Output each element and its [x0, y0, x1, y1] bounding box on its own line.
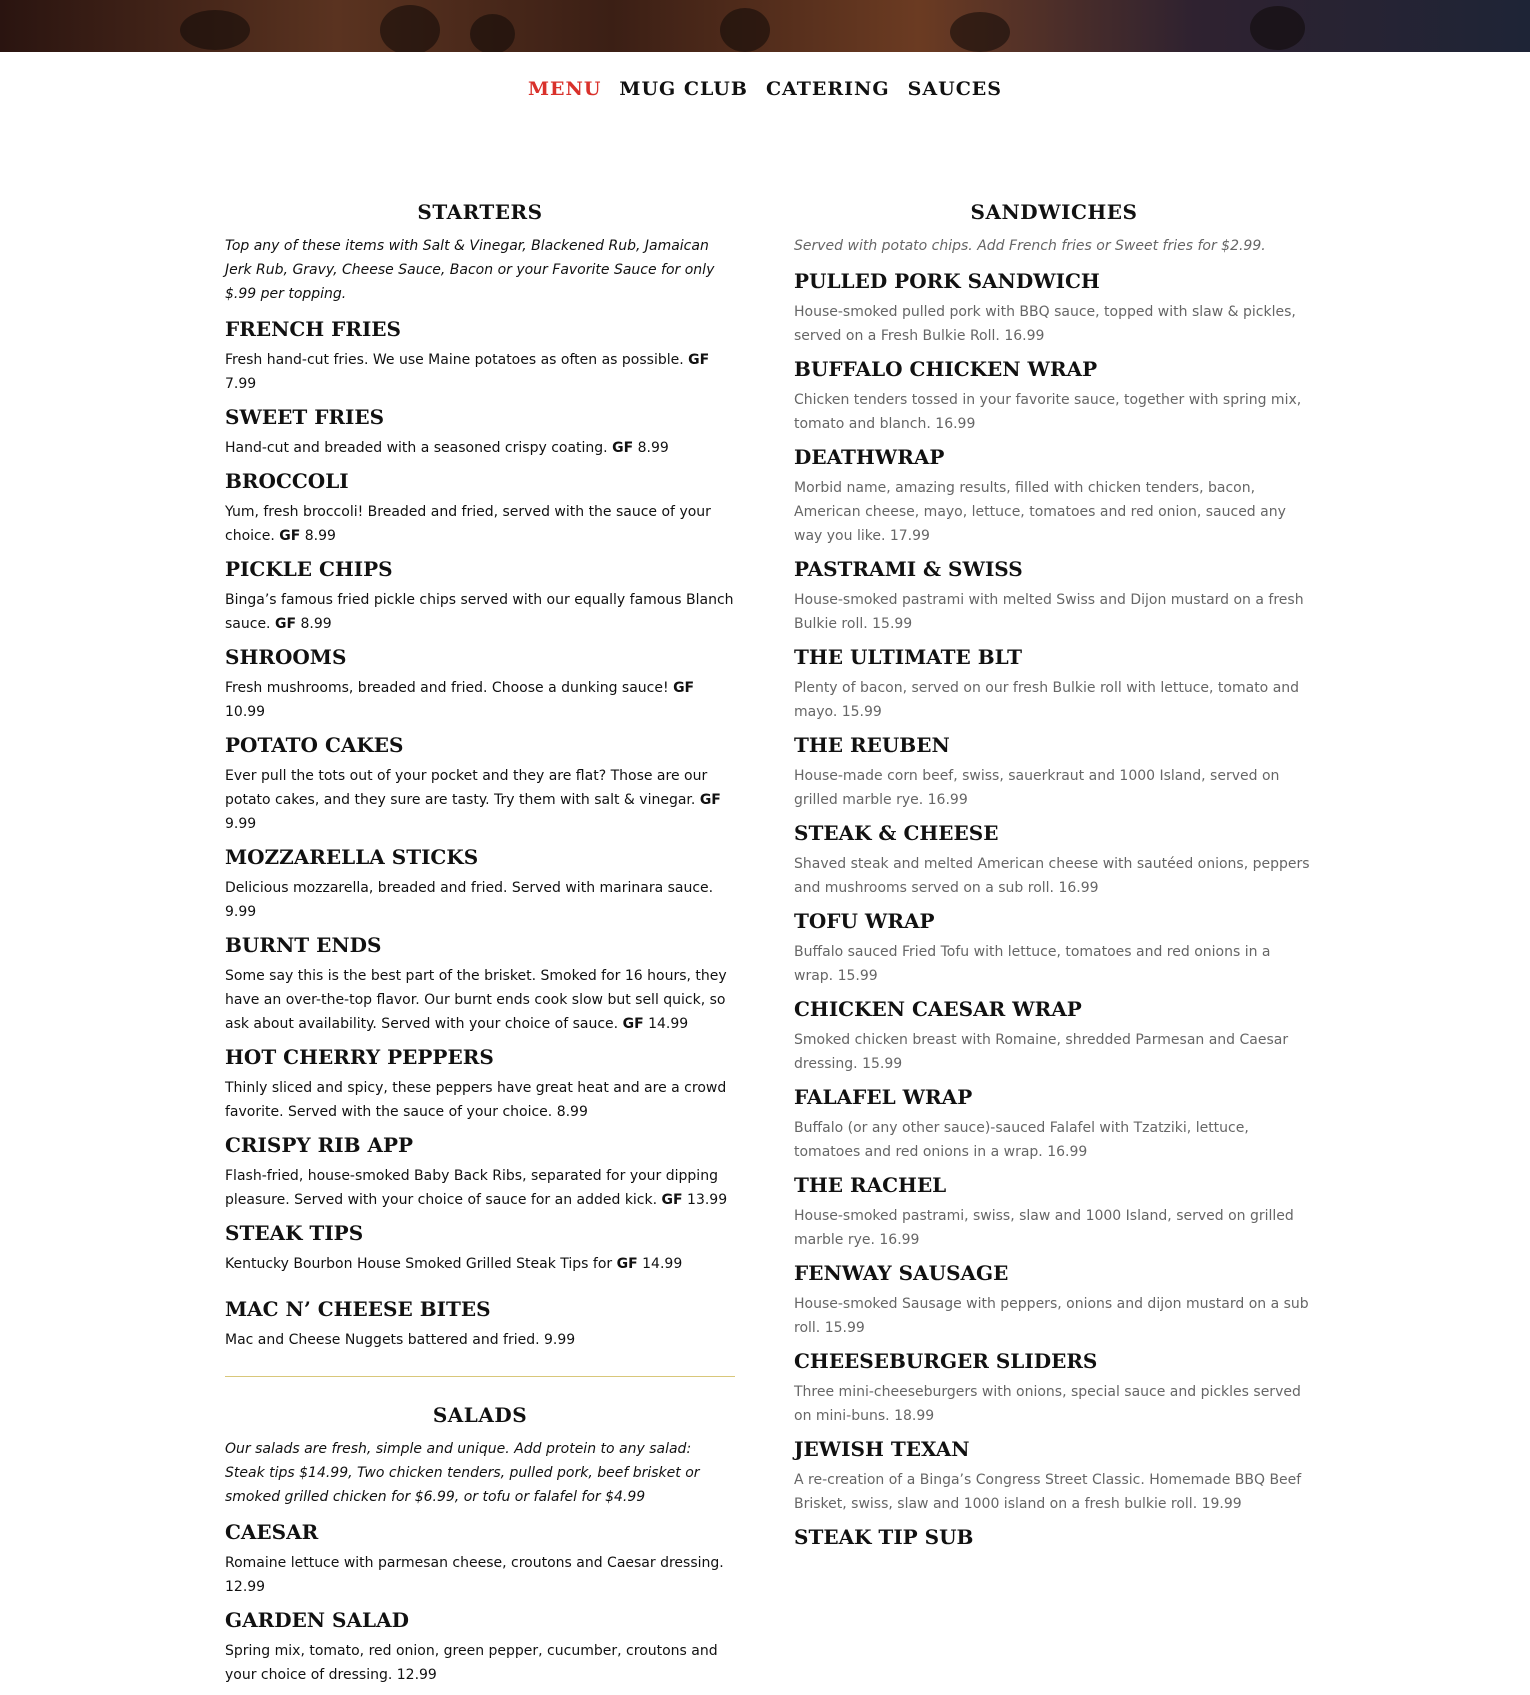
menu-item-description — [225, 1639, 735, 1687]
menu-item-price: 14.99 — [648, 1016, 689, 1032]
menu-item-price: 12.99 — [396, 1667, 437, 1683]
menu-item — [794, 908, 1314, 988]
menu-item-name: JEWISH TEXAN — [794, 1437, 970, 1461]
menu-item-name: STEAK TIP SUB — [794, 1525, 974, 1549]
menu-item — [225, 1284, 735, 1352]
menu-item-desc-text: Kentucky Bourbon House Smoked Grilled Steak Tips for — [225, 1256, 613, 1272]
menu-item-name: THE REUBEN — [794, 733, 950, 757]
menu-item-name: FALAFEL WRAP — [794, 1085, 973, 1109]
starters-list — [225, 316, 735, 1352]
menu-item — [794, 444, 1314, 548]
menu-item-description — [225, 964, 735, 1036]
menu-item-name: STEAK & CHEESE — [794, 821, 999, 845]
menu-item-name: MOZZARELLA STICKS — [225, 845, 479, 869]
menu-item-name: MAC N’ CHEESE BITES — [225, 1297, 491, 1321]
menu-item-name: POTATO CAKES — [225, 733, 404, 757]
menu-item-desc-text: House-made corn beef, swiss, sauerkraut and 1000 Island, served on grilled marble rye. — [794, 768, 1280, 808]
menu-item-desc-text: Thinly sliced and spicy, these peppers have great heat and are a crowd favorite. Served with the sauce of your choice. — [225, 1080, 727, 1120]
gluten-free-badge: GF — [612, 440, 634, 456]
menu-item-description — [794, 940, 1314, 988]
left-column — [225, 200, 735, 1695]
menu-item — [794, 556, 1314, 636]
main-nav — [0, 78, 1530, 100]
menu-item-desc-text: A re-creation of a Binga’s Congress Street Classic. Homemade BBQ Beef Brisket, swiss, slaw and 1000 island on a fresh bulkie roll. — [794, 1472, 1302, 1512]
hero-banner-image — [0, 0, 1530, 52]
starters-intro: Top any of these items with Salt & Vinegar, Blackened Rub, Jamaican Jerk Rub, Gravy, Cheese Sauce, Bacon or your Favorite Sauce for only $.99 per topping. — [225, 238, 715, 302]
menu-item-price: 15.99 — [862, 1056, 903, 1072]
menu-item-description — [794, 1292, 1314, 1340]
menu-item-description — [225, 436, 735, 460]
menu-item-price: 9.99 — [544, 1332, 576, 1348]
menu-item — [225, 468, 735, 548]
menu-item-desc-text: Plenty of bacon, served on our fresh Bulkie roll with lettuce, tomato and mayo. — [794, 680, 1300, 720]
gluten-free-badge: GF — [622, 1016, 644, 1032]
menu-item-price: 16.99 — [879, 1232, 920, 1248]
menu-item-name: BURNT ENDS — [225, 933, 382, 957]
menu-item-description — [225, 1076, 735, 1124]
menu-item-price: 16.99 — [1004, 328, 1045, 344]
nav-link-catering[interactable]: CATERING — [765, 78, 890, 100]
menu-item — [794, 996, 1314, 1076]
salads-section — [225, 1403, 735, 1687]
menu-item — [794, 644, 1314, 724]
menu-item-price: 10.99 — [225, 704, 266, 720]
menu-item-price: 13.99 — [687, 1192, 728, 1208]
menu-item-name: CAESAR — [225, 1520, 319, 1544]
menu-item — [794, 356, 1314, 436]
starters-section — [225, 200, 735, 1352]
sandwiches-intro: Served with potato chips. Add French fries or Sweet fries for $2.99. — [794, 238, 1266, 254]
gluten-free-badge: GF — [274, 616, 297, 632]
menu-item — [225, 644, 735, 724]
sandwiches-section — [794, 200, 1314, 1550]
menu-item — [794, 820, 1314, 900]
salads-list — [225, 1519, 735, 1687]
menu-item-desc-text: Buffalo sauced Fried Tofu with lettuce, tomatoes and red onions in a wrap. — [794, 944, 1271, 984]
nav-link-mug-club[interactable]: MUG CLUB — [619, 78, 748, 100]
menu-item-price: 16.99 — [935, 416, 976, 432]
gluten-free-badge: GF — [616, 1256, 638, 1272]
menu-item-name: GARDEN SALAD — [225, 1608, 409, 1632]
menu-item-price: 17.99 — [889, 528, 930, 544]
menu-item-name: FRENCH FRIES — [225, 317, 401, 341]
menu-item-name: BUFFALO CHICKEN WRAP — [794, 357, 1098, 381]
menu-item-desc-text: Smoked chicken breast with Romaine, shredded Parmesan and Caesar dressing. — [794, 1032, 1289, 1072]
menu-item — [225, 1607, 735, 1687]
menu-item — [794, 1172, 1314, 1252]
menu-item — [225, 932, 735, 1036]
menu-item-name: SHROOMS — [225, 645, 347, 669]
salads-intro: Our salads are fresh, simple and unique. Add protein to any salad: Steak tips $14.99, Two chicken tenders, pulled pork, beef brisket or smoked grilled chicken for $6.99, or tofu or falafel for $4.99 — [225, 1441, 700, 1505]
menu-item — [225, 732, 735, 836]
menu-item-desc-text: Spring mix, tomato, red onion, green pepper, cucumber, croutons and your choice of dressing. — [225, 1643, 718, 1683]
menu-item-price: 19.99 — [1201, 1496, 1242, 1512]
menu-item — [225, 316, 735, 396]
menu-item-desc-text: Some say this is the best part of the brisket. Smoked for 16 hours, they have an over-the-top flavor. Our burnt ends cook slow but sell quick, so ask about availability. Served with your choice of sauce. — [225, 968, 727, 1032]
menu-item-desc-text: Binga’s famous fried pickle chips served with our equally famous Blanch sauce. — [225, 592, 734, 632]
menu-item-desc-text: House-smoked pastrami, swiss, slaw and 1000 Island, served on grilled marble rye. — [794, 1208, 1294, 1248]
gluten-free-badge: GF — [673, 680, 695, 696]
salads-title: SALADS — [432, 1403, 528, 1427]
menu-item-name: TOFU WRAP — [794, 909, 935, 933]
menu-item-price: 7.99 — [225, 376, 257, 392]
menu-item — [225, 556, 735, 636]
menu-item-desc-text: Morbid name, amazing results, filled with chicken tenders, bacon, American cheese, mayo, lettuce, tomatoes and red onion, sauced any way you like. — [794, 480, 1286, 544]
menu-item-price: 15.99 — [837, 968, 878, 984]
menu-item-price: 12.99 — [225, 1579, 266, 1595]
menu-item-description — [794, 1380, 1314, 1428]
menu-item — [794, 1524, 1314, 1550]
menu-item — [794, 1436, 1314, 1516]
gluten-free-badge: GF — [688, 352, 710, 368]
menu-item-desc-text: Three mini-cheeseburgers with onions, special sauce and pickles served on mini-buns. — [794, 1384, 1301, 1424]
menu-item-description — [225, 1252, 735, 1276]
menu-item-desc-text: House-smoked pastrami with melted Swiss and Dijon mustard on a fresh Bulkie roll. — [794, 592, 1304, 632]
menu-item-description — [225, 348, 735, 396]
menu-item-description — [794, 1028, 1314, 1076]
menu-item-price: 9.99 — [225, 904, 257, 920]
menu-item-desc-text: Shaved steak and melted American cheese with sautéed onions, peppers and mushrooms served on a sub roll. — [794, 856, 1310, 896]
menu-item-name: HOT CHERRY PEPPERS — [225, 1045, 494, 1069]
menu-item-description — [794, 1468, 1314, 1516]
menu-item-description — [225, 500, 735, 548]
sandwiches-list — [794, 268, 1314, 1550]
menu-item — [794, 732, 1314, 812]
nav-link-menu[interactable]: MENU — [527, 78, 602, 100]
menu-item-price: 15.99 — [872, 616, 913, 632]
menu-item-desc-text: Buffalo (or any other sauce)-sauced Falafel with Tzatziki, lettuce, tomatoes and red onions in a wrap. — [794, 1120, 1249, 1160]
menu-item — [794, 268, 1314, 348]
menu-item — [225, 404, 735, 460]
menu-item-description — [225, 588, 735, 636]
menu-item-description — [794, 676, 1314, 724]
menu-item-desc-text: Ever pull the tots out of your pocket and they are flat? Those are our potato cakes, and they sure are tasty. Try them with salt & vinegar. — [225, 768, 708, 808]
menu-item-name: DEATHWRAP — [794, 445, 945, 469]
menu-item-price: 18.99 — [894, 1408, 935, 1424]
menu-item-name: FENWAY SAUSAGE — [794, 1261, 1009, 1285]
menu-item-name: PULLED PORK SANDWICH — [794, 269, 1100, 293]
menu-item-desc-text: Fresh hand-cut fries. We use Maine potatoes as often as possible. — [225, 352, 684, 368]
menu-item-description — [794, 588, 1314, 636]
menu-item-description — [225, 1164, 735, 1212]
menu-item-price: 8.99 — [304, 528, 336, 544]
menu-item-name: THE RACHEL — [794, 1173, 947, 1197]
menu-item-price: 8.99 — [300, 616, 332, 632]
menu-item-desc-text: House-smoked Sausage with peppers, onions and dijon mustard on a sub roll. — [794, 1296, 1309, 1336]
menu-item — [794, 1084, 1314, 1164]
menu-item-desc-text: Romaine lettuce with parmesan cheese, croutons and Caesar dressing. — [225, 1555, 724, 1571]
menu-item-name: THE ULTIMATE BLT — [794, 645, 1022, 669]
menu-item-name: CRISPY RIB APP — [225, 1133, 414, 1157]
starters-title: STARTERS — [417, 200, 543, 224]
menu-item-desc-text: Chicken tenders tossed in your favorite sauce, together with spring mix, tomato and blanch. — [794, 392, 1302, 432]
menu-item-name: CHEESEBURGER SLIDERS — [794, 1349, 1098, 1373]
menu-item-description — [794, 388, 1314, 436]
menu-item-price: 9.99 — [225, 816, 257, 832]
menu-item-name: PICKLE CHIPS — [225, 557, 393, 581]
menu-item-price: 8.99 — [637, 440, 669, 456]
menu-item-desc-text: Hand-cut and breaded with a seasoned crispy coating. — [225, 440, 608, 456]
menu-item-description — [794, 300, 1314, 348]
right-column — [794, 200, 1314, 1556]
menu-item-desc-text: Mac and Cheese Nuggets battered and fried. — [225, 1332, 540, 1348]
menu-item-description — [225, 1328, 735, 1352]
menu-item-name: BROCCOLI — [225, 469, 349, 493]
menu-item-price: 15.99 — [824, 1320, 865, 1336]
menu-item-name: PASTRAMI & SWISS — [794, 557, 1023, 581]
menu-item-desc-text: Yum, fresh broccoli! Breaded and fried, served with the sauce of your choice. — [225, 504, 711, 544]
menu-item — [225, 1519, 735, 1599]
menu-item-price: 16.99 — [1047, 1144, 1088, 1160]
menu-item-price: 15.99 — [841, 704, 882, 720]
menu-item — [794, 1260, 1314, 1340]
gluten-free-badge: GF — [699, 792, 721, 808]
menu-item-name: SWEET FRIES — [225, 405, 385, 429]
menu-item-name: STEAK TIPS — [225, 1221, 364, 1245]
menu-item — [794, 1348, 1314, 1428]
menu-item-price: 8.99 — [556, 1104, 588, 1120]
menu-item-price: 16.99 — [1058, 880, 1099, 896]
menu-item-description — [794, 476, 1314, 548]
gluten-free-badge: GF — [661, 1192, 683, 1208]
menu-item-price: 16.99 — [927, 792, 968, 808]
gluten-free-badge: GF — [279, 528, 301, 544]
menu-item — [225, 844, 735, 924]
menu-item — [225, 1132, 735, 1212]
menu-item — [225, 1220, 735, 1276]
menu-item-description — [225, 764, 735, 836]
section-divider — [225, 1376, 735, 1377]
menu-item-description — [794, 1204, 1314, 1252]
menu-item-description — [794, 1116, 1314, 1164]
menu-item-description — [225, 1551, 735, 1599]
menu-item-description — [794, 764, 1314, 812]
sandwiches-title: SANDWICHES — [970, 200, 1138, 224]
menu-item-desc-text: Fresh mushrooms, breaded and fried. Choose a dunking sauce! — [225, 680, 669, 696]
menu-item-desc-text: Flash-fried, house-smoked Baby Back Ribs, separated for your dipping pleasure. Served with your choice of sauce for an added kick. — [225, 1168, 718, 1208]
menu-item-desc-text: House-smoked pulled pork with BBQ sauce, topped with slaw & pickles, served on a Fresh Bulkie Roll. — [794, 304, 1296, 344]
menu-item-price: 14.99 — [642, 1256, 683, 1272]
menu-item-desc-text: Delicious mozzarella, breaded and fried. Served with marinara sauce. — [225, 880, 714, 896]
nav-link-sauces[interactable]: SAUCES — [907, 78, 1003, 100]
menu-item-name: CHICKEN CAESAR WRAP — [794, 997, 1082, 1021]
menu-item-description — [225, 876, 735, 924]
menu-item-description — [794, 852, 1314, 900]
menu-item — [225, 1044, 735, 1124]
menu-item-description — [225, 676, 735, 724]
